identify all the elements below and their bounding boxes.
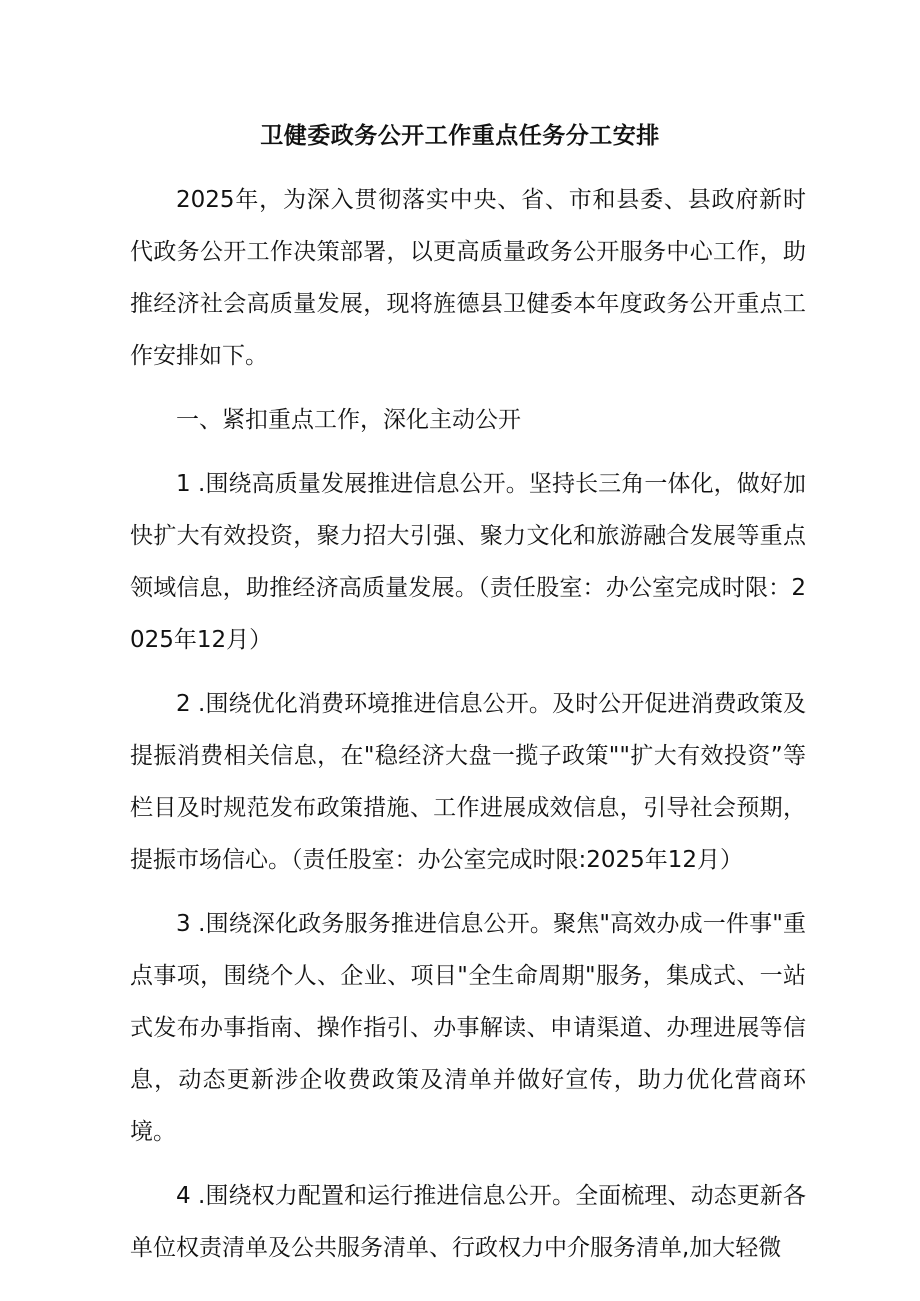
document-title: 卫健委政务公开工作重点任务分工安排	[260, 123, 660, 149]
task-item-1: 1 .围绕高质量发展推进信息公开。坚持长三角一体化，做好加快扩大有效投资，聚力招大引强、聚力文化和旅游融合发展等重点领域信息，助推经济高质量发展。（责任股室：办公室完成时限：2025年12月）	[130, 471, 806, 653]
section-heading-1: 一、紧扣重点工作，深化主动公开	[176, 407, 521, 433]
task-item-4: 4 .围绕权力配置和运行推进信息公开。全面梳理、动态更新各单位权责清单及公共服务清单、行政权力中介服务清单,加大轻微	[130, 1183, 806, 1261]
task-item-2: 2 .围绕优化消费环境推进信息公开。及时公开促进消费政策及提振消费相关信息，在"稳经济大盘一揽子政策""扩大有效投资”等栏目及时规范发布政策措施、工作进展成效信息，引导社会预期，提振市场信心。（责任股室：办公室完成时限:2025年12月）	[130, 691, 806, 873]
document-body	[130, 174, 806, 1274]
task-item-3: 3 .围绕深化政务服务推进信息公开。聚焦"高效办成一件事"重点事项，围绕个人、企业、项目"全生命周期"服务，集成式、一站式发布办事指南、操作指引、办事解读、申请渠道、办理进展等信息，动态更新涉企收费政策及清单并做好宣传，助力优化营商环境。	[130, 911, 806, 1145]
intro-paragraph: 2025年，为深入贯彻落实中央、省、市和县委、县政府新时代政务公开工作决策部署，以更高质量政务公开服务中心工作，助推经济社会高质量发展，现将旌德县卫健委本年度政务公开重点工作安排如下。	[130, 187, 806, 369]
